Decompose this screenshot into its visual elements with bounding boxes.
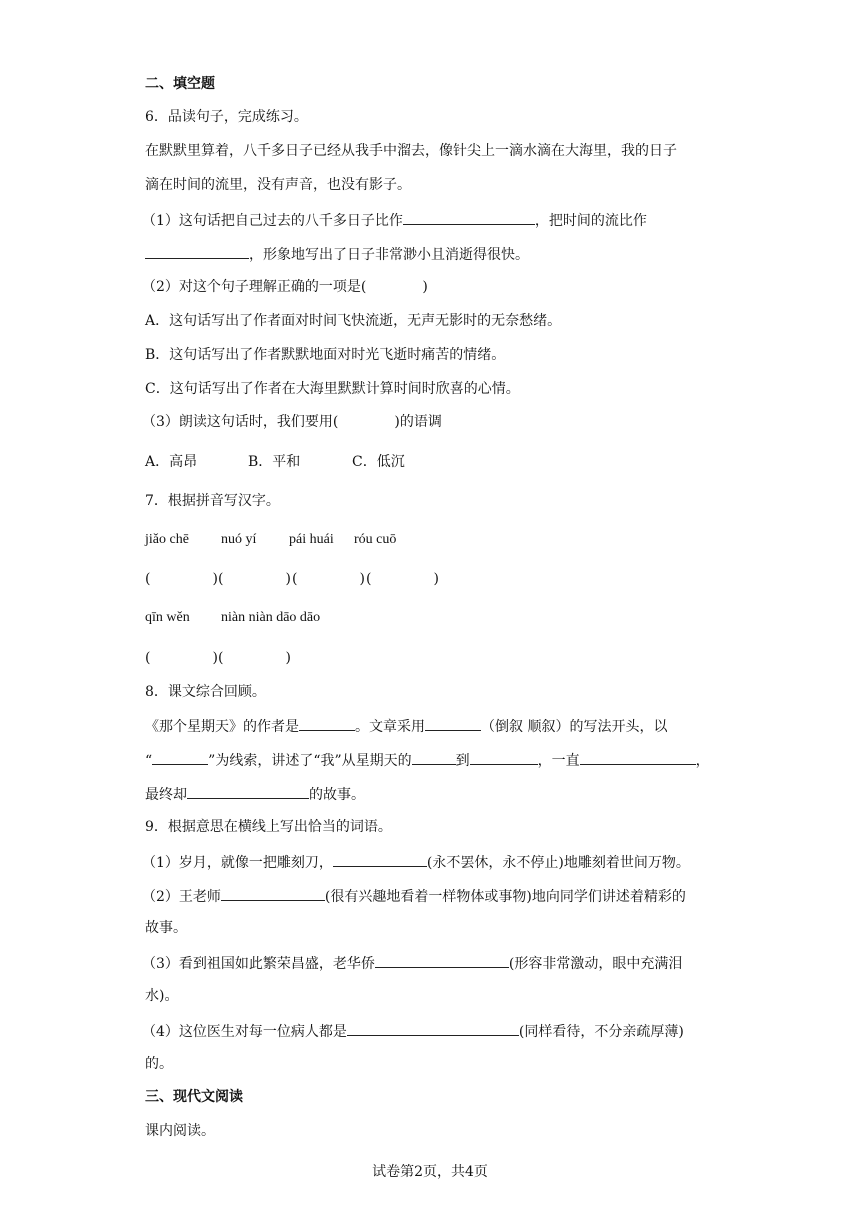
q6-part1-text-b: ，把时间的流比作 [534,213,647,229]
q7-answer-box-1[interactable] [145,569,218,589]
q7-answer-box-3[interactable] [292,569,365,589]
q9-s2-text-b: (很有兴趣地看着一样物体或事物)地向同学们讲述着精彩的 [324,889,686,905]
q6-part3-option-c: C．低沉 [352,454,405,470]
q9-s4-text-a: （4）这位医生对每一位病人都是 [142,1024,347,1040]
q7-pinyin-6: niàn niàn dāo dāo [221,610,321,625]
q7-pinyin-1: jiǎo chē [145,532,189,547]
q9-sentence-3-cont: 水)。 [145,988,179,1004]
q8-line-2 [145,749,710,771]
page-footer: 试卷第2页，共4页 [372,1164,488,1180]
q9-sentence-2 [142,885,686,907]
close-bracket: ) [285,650,291,666]
q8-line-1 [145,715,667,737]
q8-quote-open: “ [145,753,153,769]
q8-text-b: 。文章采用 [355,719,425,735]
q9-title: 9．根据意思在横线上写出恰当的词语。 [145,819,392,835]
section-reading-header: 三、现代文阅读 [145,1089,243,1105]
q9-s1-blank[interactable] [333,851,427,867]
q8-text-h: 最终却 [145,787,187,803]
q6-option-c: C．这句话写出了作者在大海里默默计算时间时欣喜的心情。 [145,381,520,397]
q8-text-e: 到 [455,753,470,769]
q8-text-i: 的故事。 [309,787,365,803]
q8-title: 8．课文综合回顾。 [145,684,266,700]
q8-blank-from[interactable] [412,749,456,765]
reading-intro: 课内阅读。 [145,1123,215,1139]
q9-s1-text-b: (永不罢休，永不停止)地雕刻着世间万物。 [426,855,690,871]
q6-part3-text-a: （3）朗读这句话时，我们要用( [142,414,339,430]
q7-answer-box-4[interactable] [366,569,439,589]
q9-s3-text-b: (形容非常激动，眼中充满泪 [508,956,683,972]
q6-part2-question [142,277,428,297]
open-bracket: ( [292,571,298,587]
q9-s2-text-a: （2）王老师 [142,889,221,905]
open-bracket: ( [366,571,372,587]
close-bracket: ) [433,571,439,587]
q6-option-b: B．这句话写出了作者默默地面对时光飞逝时痛苦的情绪。 [145,347,506,363]
q6-part3-text-b: )的语调 [394,414,442,430]
q9-sentence-4-cont: 的。 [145,1056,173,1072]
q7-answer-box-5[interactable] [145,648,218,668]
q7-pinyin-5: qīn wěn [145,610,190,625]
q9-s3-text-a: （3）看到祖国如此繁荣昌盛，老华侨 [142,956,375,972]
q8-blank-author[interactable] [299,715,355,731]
q7-answer-box-2[interactable] [218,569,291,589]
q7-pinyin-2: nuó yí [221,532,257,547]
q9-sentence-1 [142,851,690,873]
open-bracket: ( [218,650,224,666]
q6-option-a: A．这句话写出了作者面对时间飞快流逝，无声无影时的无奈愁绪。 [145,313,562,329]
q9-s1-text-a: （1）岁月，就像一把雕刻刀， [142,855,333,871]
open-bracket: ( [145,571,151,587]
q8-text-a: 《那个星期天》的作者是 [145,719,299,735]
q6-part2-text-a: （2）对这个句子理解正确的一项是( [142,279,367,295]
q8-blank-ending[interactable] [187,783,309,799]
q6-part3-option-a: A．高昂 [145,454,198,470]
q8-line-3 [145,783,365,805]
q6-part3-option-b: B．平和 [248,454,301,470]
q6-part1-blank-1[interactable] [403,209,535,225]
q8-text-f: ，一直 [537,753,580,769]
q7-pinyin-3: pái huái [289,532,334,547]
q8-blank-clue[interactable] [152,749,208,765]
q7-pinyin-4: róu cuō [354,532,397,547]
q9-s2-blank[interactable] [221,885,325,901]
q6-part1-blank-2[interactable] [145,243,249,259]
q8-text-g: ， [695,753,710,769]
q7-title: 7．根据拼音写汉字。 [145,493,280,509]
q8-text-c: （倒叙 顺叙）的写法开头，以 [481,719,668,735]
q9-s4-blank[interactable] [347,1020,519,1036]
q9-s3-blank[interactable] [375,952,509,968]
q9-s4-text-b: (同样看待，不分亲疏厚薄) [518,1024,684,1040]
q8-blank-until[interactable] [580,749,696,765]
open-bracket: ( [145,650,151,666]
q8-blank-to[interactable] [470,749,538,765]
section-fill-blank-header: 二、填空题 [145,76,215,92]
q6-title: 6．品读句子，完成练习。 [145,109,308,125]
q9-sentence-2-cont: 故事。 [145,920,187,936]
q9-sentence-4 [142,1020,684,1042]
q6-passage-line-2: 滴在时间的流里，没有声音，也没有影子。 [145,177,411,193]
q8-blank-method[interactable] [425,715,481,731]
close-bracket: ) [285,571,291,587]
q6-part1-line-1 [142,209,647,231]
q9-sentence-3 [142,952,682,974]
close-bracket: ) [212,571,218,587]
close-bracket: ) [359,571,365,587]
close-bracket: ) [212,650,218,666]
q6-part2-text-b: ) [422,279,428,295]
open-bracket: ( [218,571,224,587]
q6-part1-text-a: （1）这句话把自己过去的八千多日子比作 [142,213,403,229]
q6-part3-question [142,412,442,432]
q6-part1-line-2 [145,243,529,265]
q6-part1-text-c: ，形象地写出了日子非常渺小且消逝得很快。 [249,247,529,263]
q6-passage-line-1: 在默默里算着，八千多日子已经从我手中溜去，像针尖上一滴水滴在大海里，我的日子 [145,143,677,159]
q7-answer-box-6[interactable] [218,648,291,668]
q8-text-d: ”为线索，讲述了“我”从星期天的 [208,753,412,769]
